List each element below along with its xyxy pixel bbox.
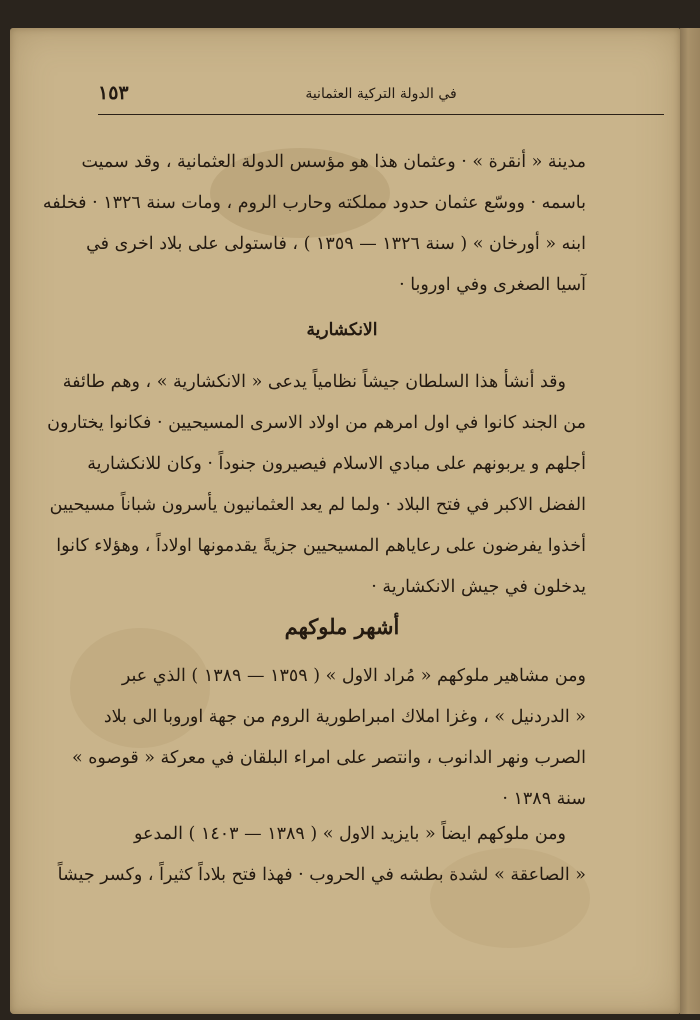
text-line: الصرب ونهر الدانوب ، وانتصر على امراء البلقان في معركة « قوصوه »: [71, 748, 586, 768]
text-line: وقد أنشأ هذا السلطان جيشاً نظامياً يدعى « الانكشارية » ، وهم طائفة: [62, 372, 566, 392]
text-line: ابنه « أورخان » ( سنة ١٣٢٦ — ١٣٥٩ ) ، فاستولى على بلاد اخرى في: [86, 234, 586, 254]
paragraph-murad: [71, 656, 586, 820]
text-line: يدخلون في جيش الانكشارية ·: [371, 577, 586, 597]
text-line: أجلهم و يربونهم على مبادي الاسلام فيصيرون جنوداً · وكان للانكشارية: [87, 454, 586, 474]
text-line: أخذوا يفرضون على رعاياهم المسيحيين جزيةً يقدمونها اولاداً ، وهؤلاء كانوا: [56, 536, 586, 556]
text-line: آسيا الصغرى وفي اوروبا ·: [399, 275, 586, 295]
section-heading-famous-kings: أشهر ملوكهم: [284, 614, 400, 639]
page-number: ١٥٣: [98, 82, 129, 104]
running-header: [98, 80, 664, 115]
text-line: « الدردنيل » ، وغزا املاك امبراطورية الروم من جهة اوروبا الى بلاد: [103, 707, 586, 727]
facing-page-edge: [680, 28, 700, 1014]
text-line: « الصاعقة » لشدة بطشه في الحروب · فهذا فتح بلاداً كثيراً ، وكسر جيشاً: [57, 865, 586, 885]
paragraph-janissaries: [47, 362, 586, 608]
text-line: الفضل الاكبر في فتح البلاد · ولما لم يعد العثمانيون يأسرون شباناً مسيحيين: [49, 495, 586, 515]
paragraph-bayezid: [57, 814, 586, 896]
text-line: ومن ملوكهم ايضاً « بايزيد الاول » ( ١٣٨٩ — ١٤٠٣ ) المدعو: [134, 824, 566, 844]
text-line: مدينة « أنقرة » · وعثمان هذا هو مؤسس الدولة العثمانية ، وقد سميت: [81, 152, 586, 172]
text-line: سنة ١٣٨٩ ·: [502, 789, 586, 809]
text-line: باسمه · ووسّع عثمان حدود مملكته وحارب الروم ، ومات سنة ١٣٢٦ · فخلفه: [42, 193, 586, 213]
section-heading-janissaries: الانكشارية: [306, 320, 378, 340]
text-line: ومن مشاهير ملوكهم « مُراد الاول » ( ١٣٥٩ — ١٣٨٩ ) الذي عبر: [121, 666, 586, 686]
paragraph-osman: [42, 142, 586, 306]
text-line: من الجند كانوا في اول امرهم من اولاد الاسرى المسيحيين · فكانوا يختارون: [47, 413, 586, 433]
header-title: في الدولة التركية العثمانية: [305, 86, 457, 102]
